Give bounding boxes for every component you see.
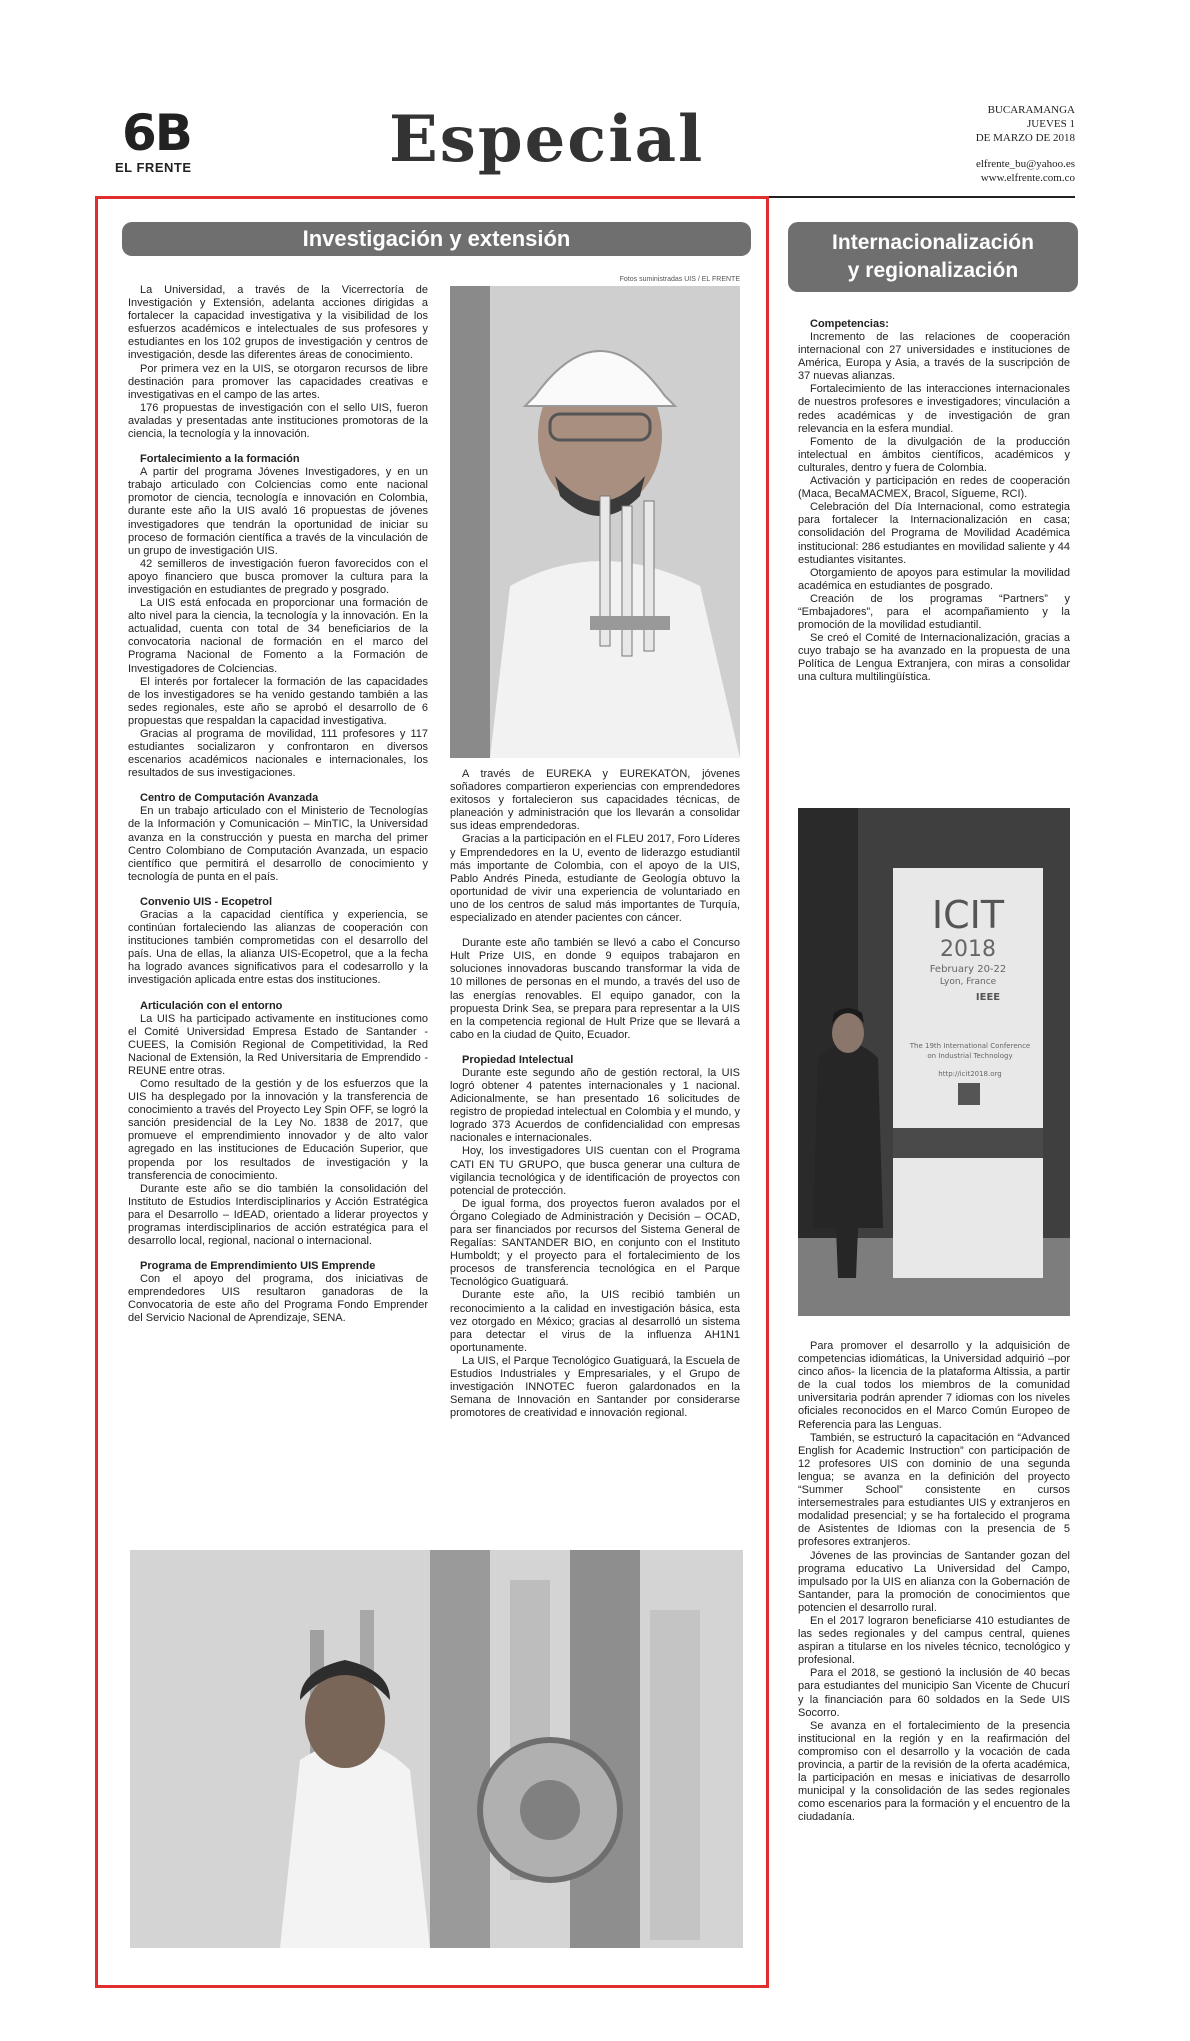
paragraph: La UIS está enfocada en proporcionar una formación de alto nivel para la ciencia, la tecnología y la innovación. En la actualidad, cuenta con total de 34 beneficiarios de la convocatoria nacional de formación en el marco del Programa Nacional de Fomento a la Formación de Investigadores de Colciencias.	[128, 597, 428, 675]
email[interactable]: elfrente_bu@yahoo.es	[975, 158, 1075, 170]
paragraph: Jóvenes de las provincias de Santander gozan del programa educativo La Universidad del Campo, impulsado por la UIS en alianza con la Gobernación de Santander, para la promoción de conocimientos que potencien el desarrollo rural.	[798, 1549, 1070, 1614]
masthead-meta	[976, 103, 1075, 185]
banner-url: http://icit2018.org	[938, 1070, 1002, 1078]
right-article-title	[788, 222, 1078, 292]
paragraph: A partir del programa Jóvenes Investigadores, y en un trabajo articulado con Colciencias como ente nacional promotor de ciencia, tecnología e innovación en Colombia, durante este año la UIS avaló 16 propuestas de jóvenes investigadores que tendrán la oportunidad de iniciar su proceso de formación científica a través de la vinculación de un grupo de investigación UIS.	[128, 466, 428, 557]
paragraph: El interés por fortalecer la formación de las capacidades de los investigadores se ha venido gestando también a las sedes regionales, este año se aprobó el desarrollo de 6 propuestas que respaldan la capacidad investigativa.	[128, 675, 428, 727]
subheading: Propiedad Intelectual	[462, 1053, 574, 1066]
paragraph: 42 semilleros de investigación fueron favorecidos con el apoyo financiero que busca promover la cultura para la investigación en estudiantes de pregrado y posgrado.	[128, 557, 428, 596]
paragraph: La UIS, el Parque Tecnológico Guatiguará, la Escuela de Estudios Industriales y Empresariales, y el Grupo de investigación INNOTEC fueron galardonados en la Semana de Innovación en Santander por considerarse promotores de creatividad e innovación regional.	[450, 1354, 740, 1420]
banner-org: IEEE	[975, 992, 1001, 1003]
paragraph: 176 propuestas de investigación con el sello UIS, fueron avaladas y presentadas ante instituciones promotoras de la ciencia, la tecnología y la innovación.	[128, 401, 428, 441]
paragraph: Por primera vez en la UIS, se otorgaron recursos de libre destinación para promover las capacidades creativas e investigativas en el campo de las artes.	[128, 362, 428, 401]
paragraph: Para promover el desarrollo y la adquisición de competencias idiomáticas, la Universidad adquirió –por cinco años- la licencia de la plataforma Altissia, a partir de la cual todos los miembros de la comunidad universitaria podrán aprender 7 idiomas con los niveles oficiales reconocidos en el Marco Común Europeo de Referencia para las Lenguas.	[798, 1340, 1070, 1431]
paragraph: En un trabajo articulado con el Ministerio de Tecnologías de la Información y Comunicación – MinTIC, la Universidad avanza en la construcción y puesta en marcha del primer Centro Colombiano de Computación Avanzada, un espacio científico que permitirá el desarrollo de conocimiento y tecnología de punta en el país.	[128, 805, 428, 883]
paragraph: Con el apoyo del programa, dos iniciativas de emprendedores UIS resultaron ganadoras de la Convocatoria de este año del Programa Fondo Emprender del Servicio Nacional de Aprendizaje, SENA.	[128, 1273, 428, 1325]
publication-name: EL FRENTE	[115, 160, 192, 175]
subheading: Fortalecimiento a la formación	[140, 453, 300, 466]
left-article-column-2	[450, 768, 740, 1538]
paragraph: Gracias a la participación en el FLEU 2017, Foro Líderes y Emprendedores en la U, evento de liderazgo estudiantil más importante de Colombia, con el apoyo de la UIS, Pablo Andrés Pineda, estudiante de Geología obtuvo la oportunidad de vivir una experiencia de voluntariado en uno de los centros de salud más importantes de Turquía, especializado en atender pacientes con cáncer.	[450, 833, 740, 925]
photo-credit: Fotos suministradas UIS / EL FRENTE	[619, 276, 740, 283]
banner-conf-line1: The 19th International Conference	[909, 1042, 1031, 1050]
paragraph: Hoy, los investigadores UIS cuentan con el Programa CATI EN TU GRUPO, que busca generar una cultura de vigilancia tecnológica y de identificación de proyectos con potencial de protección.	[450, 1145, 740, 1197]
paragraph: Para el 2018, se gestionó la inclusión de 40 becas para estudiantes del municipio San Vicente de Chucurí y la financiación para 60 soldados en la Sede UIS Socorro.	[798, 1667, 1070, 1719]
paragraph: En el 2017 lograron beneficiarse 410 estudiantes de las sedes regionales y del campus central, quienes aspiran a titularse en los niveles técnico, tecnológico y profesional.	[798, 1614, 1070, 1667]
paragraph: Durante este año se dio también la consolidación del Instituto de Estudios Interdisciplinarios y Acción Estratégica para el Desarrollo – IdEAD, orientado a liderar proyectos y programas interdisciplinarios de acción estratégica para el desarrollo local, regional, nacional o internacional.	[128, 1182, 428, 1248]
date: DE MARZO DE 2018	[975, 132, 1075, 144]
right-article-column-top	[798, 318, 1070, 788]
conference-photo	[798, 808, 1070, 1316]
right-title-line1: Internacionalización	[832, 231, 1034, 254]
paragraph: La UIS ha participado activamente en instituciones como el Comité Universidad Empresa Estado de Santander - CUEES, la Comisión Regional de Competitividad, la Red Nacional de Extensión, la Red Universitaria de Emprendido - REUNE entre otras.	[128, 1012, 428, 1077]
paragraph: Gracias al programa de movilidad, 111 profesores y 117 estudiantes socializaron y confrontaron en diversos escenarios académicos nacionales e internacionales, los resultados de sus investigaciones.	[128, 728, 428, 780]
paragraph: Gracias a la capacidad científica y experiencia, se continúan fortaleciendo las alianzas de cooperación con instituciones también comprometidas con el desarrollo del país. Una de ellas, la alianza UIS-Ecopetrol, que a la fecha ha logrado avances significativos para el codesarrollo y la investigación aplicada entre estas dos instituciones.	[128, 908, 428, 987]
subheading: Competencias:	[810, 318, 889, 330]
researcher-photo	[450, 286, 740, 758]
paragraph: La Universidad, a través de la Vicerrectoría de Investigación y Extensión, adelanta acciones dirigidas a fortalecer la capacidad investigativa y la visibilidad de los esfuerzos académicos e intelectuales de sus profesores y estudiantes en los 102 grupos de investigación y centros de investigación, desde las diferentes áreas de conocimiento.	[128, 284, 428, 362]
day: JUEVES 1	[1027, 118, 1075, 130]
paragraph: De igual forma, dos proyectos fueron avalados por el Órgano Colegiado de Administración y Decisión – OCAD, para ser financiados por recursos del Sistema General de Regalías: SANTANDER BIO, en conjunto con el Instituto Humboldt; y el proyecto para el fortalecimiento de los procesos de transferencia tecnológica en el Parque Tecnológico Guatiguará.	[450, 1197, 740, 1289]
section-title: Especial	[389, 102, 705, 177]
subheading: Convenio UIS - Ecopetrol	[140, 895, 273, 908]
banner-year: 2018	[940, 937, 996, 962]
website[interactable]: www.elfrente.com.co	[980, 172, 1075, 184]
page-number: 6B	[122, 104, 191, 162]
banner-city: Lyon, France	[939, 977, 997, 987]
paragraph: Durante este año también se llevó a cabo el Concurso Hult Prize UIS, en donde 9 equipos trabajaron en soluciones innovadoras buscando transformar la vida de 10 millones de personas en el mundo, a través del uso de las energías renovables. El equipo ganador, con la propuesta Drink Sea, se prepara para representar a la UIS en la competencia regional de Hult Prize que se llevará a cabo en la ciudad de Quito, Ecuador.	[450, 937, 740, 1041]
city: BUCARAMANGA	[987, 104, 1075, 116]
paragraph: Se avanza en el fortalecimiento de la presencia institucional en la región y en la reafirmación del compromiso con el desarrollo y la vocación de cada provincia, a partir de la revisión de la oferta académica, la participación en mesas e iniciativas de desarrollo municipal y la consolidación de las sedes regionales como escenarios para la formación y el encuentro de la ciudadanía.	[798, 1719, 1070, 1824]
paragraph: También, se estructuró la capacitación en “Advanced English for Academic Instruction” con participación de 12 profesores UIS con dominio de una segunda lengua; se avanza en la definición del proyecto “Summer School” consistente en cursos intersemestrales para estudiantes UIS y extranjeros en modalidad presencial; y se ha fortalecido el programa de Asistentes de Idiomas con la presencia de 5 profesores extranjeros.	[798, 1431, 1070, 1549]
paragraph: Celebración del Día Internacional, como estrategia para fortalecer la Internacionalización en casa; consolidación del Programa de Movilidad Académica institucional: 286 estudiantes en movilidad saliente y 44 estudiantes visitantes.	[798, 501, 1070, 566]
paragraph: Durante este segundo año de gestión rectoral, la UIS logró obtener 4 patentes internacionales y 1 nacional. Adicionalmente, se han presentado 16 solicitudes de registro de propiedad intelectual en Colombia y el mundo, y logrado 373 Acuerdos de confidencialidad con empresas nacionales e internacionales.	[450, 1066, 740, 1145]
banner-name: ICIT	[931, 893, 1005, 937]
left-article-title: Investigación y extensión	[122, 222, 751, 256]
paragraph: Fortalecimiento de las interacciones internacionales de nuestros profesores e investigadores; vinculación a redes académicas y de investigación de gran relevancia en la esfera mundial.	[798, 383, 1070, 435]
paragraph: Como resultado de la gestión y de los esfuerzos que la UIS ha desplegado por la innovación y la transferencia de conocimiento a través del Proyecto Ley Spin OFF, se logró la sanción presidencial de la Ley No. 1838 de 2017, que promueve el emprendimiento innovador y de alto valor agregado en las instituciones de Educación Superior, que propenda por los resultados de investigación y la transferencia de conocimiento.	[128, 1077, 428, 1182]
right-article-column-bottom	[798, 1340, 1070, 1970]
paragraph: Incremento de las relaciones de cooperación internacional con 27 universidades e instituciones de América, Europa y Asia, a través de la suscripción de 37 nuevas alianzas.	[798, 331, 1070, 383]
paragraph: Durante este año, la UIS recibió también un reconocimiento a la calidad en investigación básica, esta vez otorgado en México; gracias al desarrolló un sistema para detectar el virus de la influenza AH1N1 oportunamente.	[450, 1289, 740, 1354]
subheading: Articulación con el entorno	[140, 999, 283, 1012]
paragraph: Se creó el Comité de Internacionalización, gracias a cuyo trabajo se ha avanzado en la propuesta de una Política de Lengua Extranjera, con miras a consolidar una cultura multilingüística.	[798, 632, 1070, 684]
left-article-column-1	[128, 284, 428, 1529]
paragraph: Creación de los programas “Partners” y “Embajadores”, para el acompañamiento y la promoción de la movilidad estudiantil.	[798, 592, 1070, 632]
subheading: Centro de Computación Avanzada	[140, 792, 319, 805]
paragraph: A través de EUREKA y EUREKATÓN, jóvenes soñadores compartieron experiencias con emprendedores exitosos y fortalecieron sus capacidades técnicas, de planeación y administración que los llevarán a consolidar sus ideas emprendedoras.	[450, 768, 740, 833]
subheading: Programa de Emprendimiento UIS Emprende	[140, 1260, 376, 1273]
paragraph: Fomento de la divulgación de la producción intelectual en ámbitos científicos, académicos y culturales, dentro y fuera de Colombia.	[798, 435, 1070, 474]
right-title-line2: y regionalización	[847, 259, 1019, 282]
paragraph: Activación y participación en redes de cooperación (Maca, BecaMACMEX, Bracol, Sígueme, RCI).	[798, 475, 1070, 501]
laboratory-photo	[130, 1550, 743, 1948]
banner-dates: February 20-22	[929, 964, 1007, 975]
banner-conf-line2: on Industrial Technology	[927, 1052, 1013, 1060]
paragraph: Otorgamiento de apoyos para estimular la movilidad académica en estudiantes de posgrado.	[798, 566, 1070, 592]
